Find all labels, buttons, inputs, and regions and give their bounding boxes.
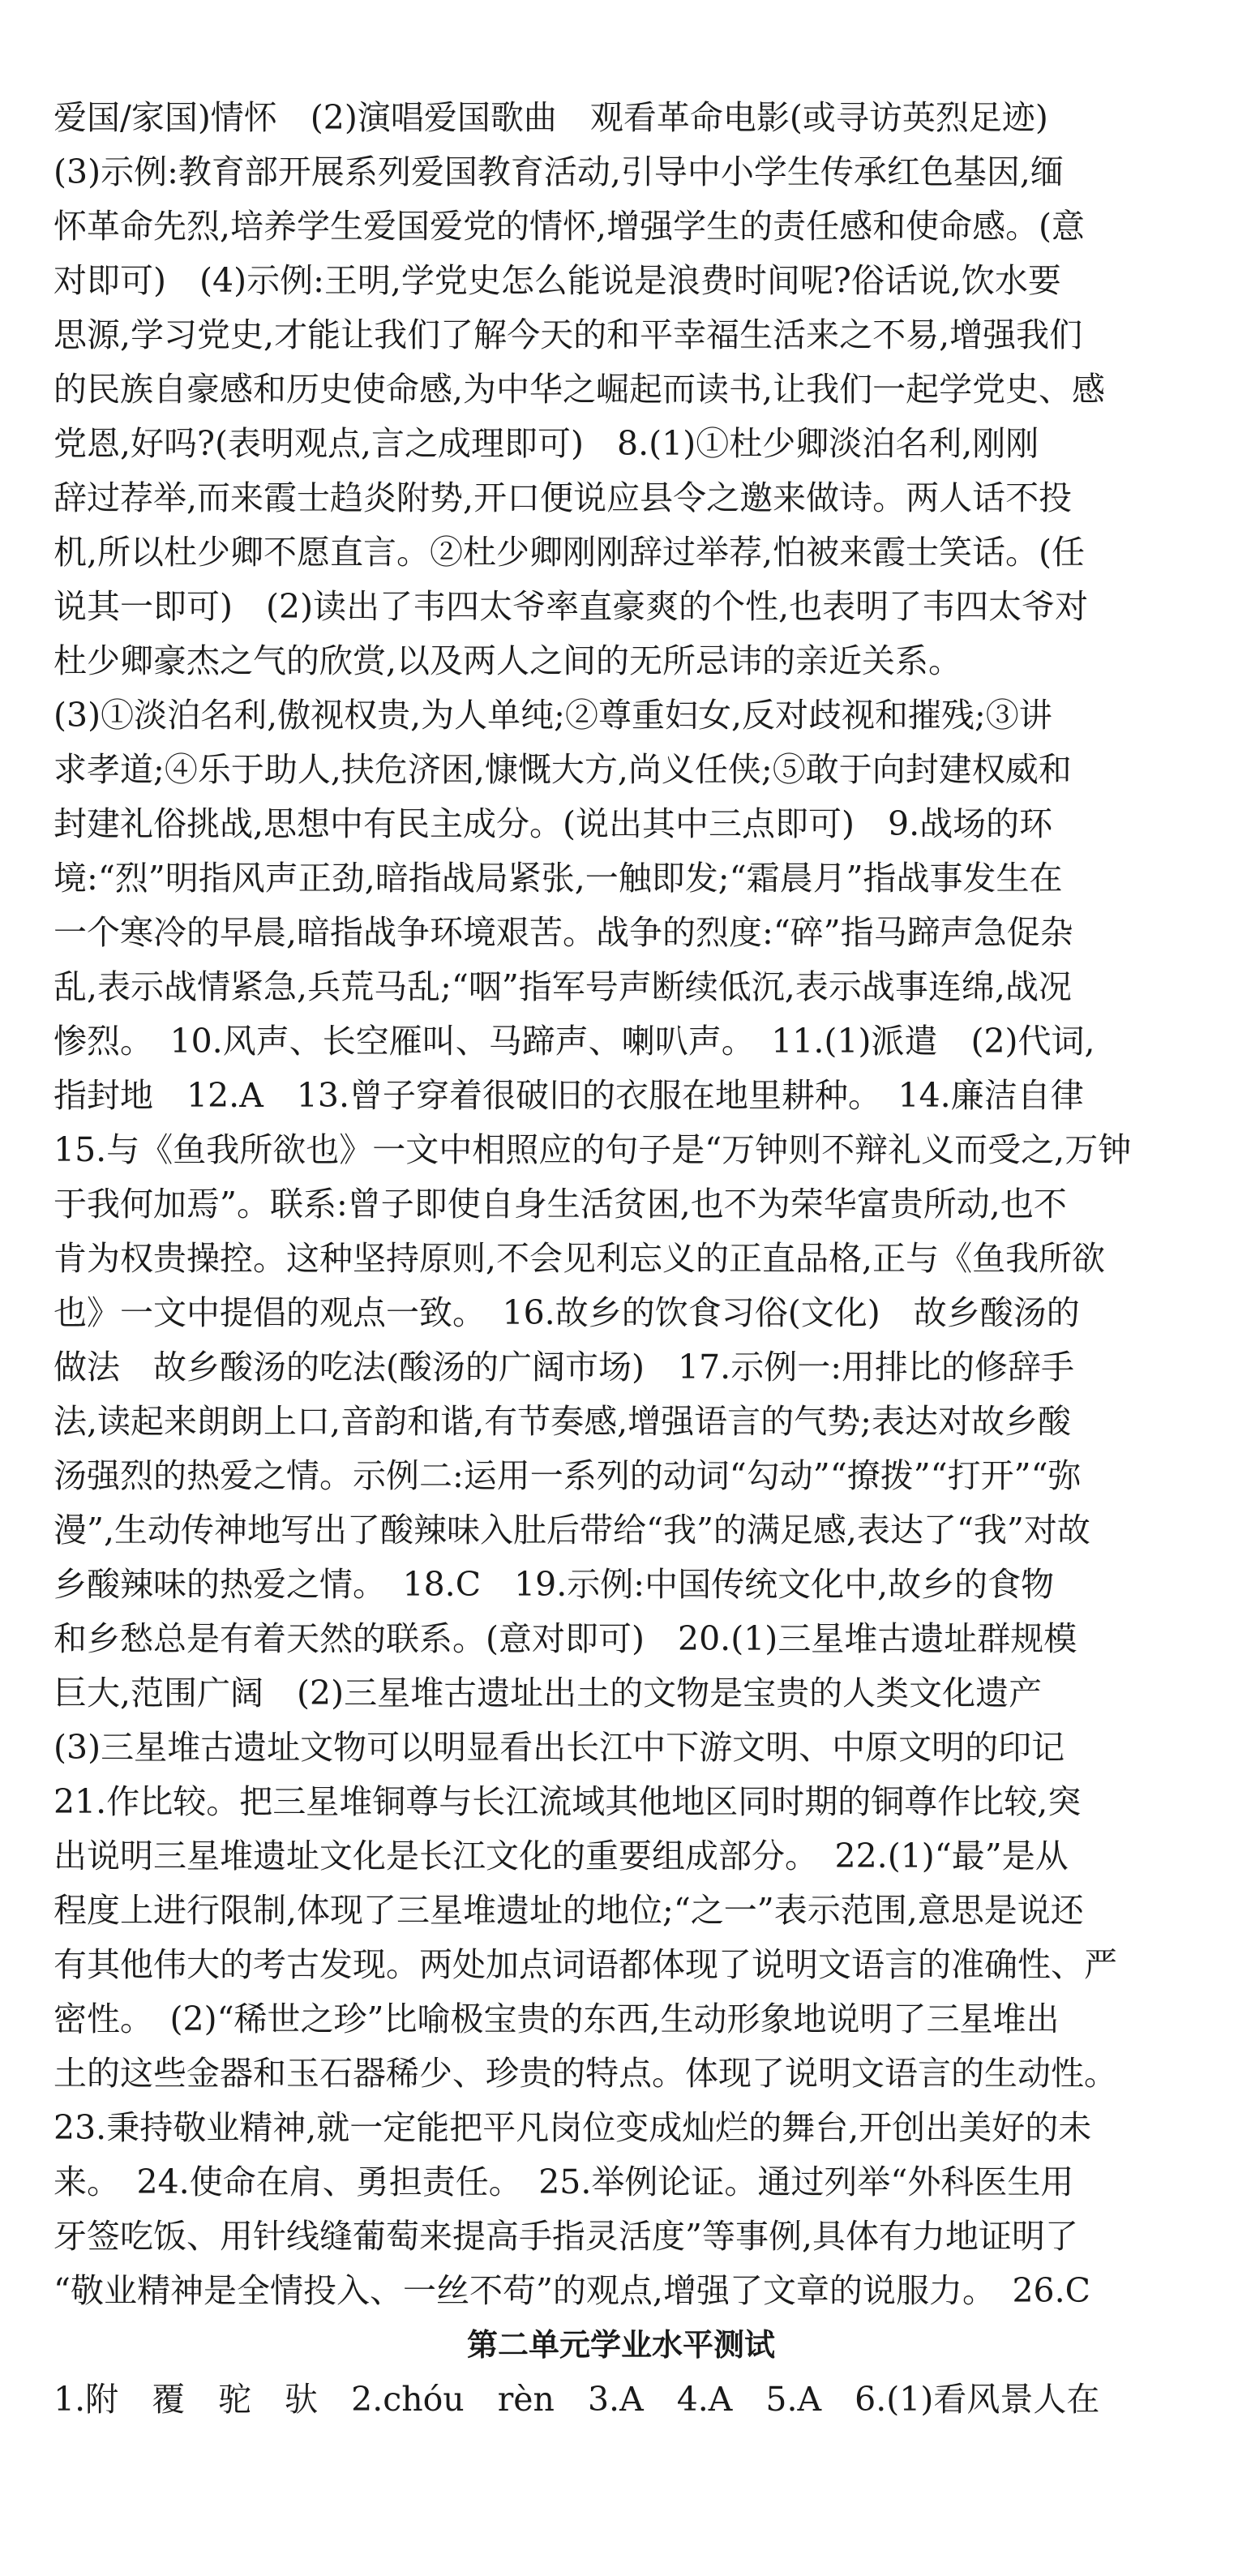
text-line: 法,读起来朗朗上口,音韵和谐,有节奏感,增强语言的气势;表达对故乡酸	[54, 1402, 1071, 1441]
text-line: (3)三星堆古遗址文物可以明显看出长江中下游文明、中原文明的印记	[54, 1728, 1065, 1767]
text-line: 封建礼俗挑战,思想中有民主成分。(说出其中三点即可) 9.战场的环	[54, 804, 1053, 843]
text-line: 23.秉持敬业精神,就一定能把平凡岗位变成灿烂的舞台,开创出美好的未	[54, 2108, 1092, 2147]
text-line: 程度上进行限制,体现了三星堆遗址的地位;“之一”表示范围,意思是说还	[54, 1891, 1084, 1930]
text-line: 对即可) (4)示例:王明,学党史怎么能说是浪费时间呢?俗话说,饮水要	[54, 261, 1061, 300]
text-line: 怀革命先烈,培养学生爱国爱党的情怀,增强学生的责任感和使命感。(意	[54, 207, 1086, 246]
text-line: (3)①淡泊名利,傲视权贵,为人单纯;②尊重妇女,反对歧视和摧残;③讲	[54, 696, 1052, 735]
text-line: 做法 故乡酸汤的吃法(酸汤的广阔市场) 17.示例一:用排比的修辞手	[54, 1348, 1075, 1387]
text-line: 汤强烈的热爱之情。示例二:运用一系列的动词“勾动”“撩拨”“打开”“弥	[54, 1456, 1082, 1495]
text-line: 也》一文中提倡的观点一致。 16.故乡的饮食习俗(文化) 故乡酸汤的	[54, 1293, 1080, 1332]
text-line: 一个寒冷的早晨,暗指战争环境艰苦。战争的烈度:“碎”指马蹄声急促杂	[54, 913, 1073, 952]
text-line: 漫”,生动传神地写出了酸辣味入肚后带给“我”的满足感,表达了“我”对故	[54, 1511, 1090, 1549]
text-line: 21.作比较。把三星堆铜尊与长江流域其他地区同时期的铜尊作比较,突	[54, 1782, 1082, 1821]
text-line: 杜少卿豪杰之气的欣赏,以及两人之间的无所忌讳的亲近关系。	[54, 641, 962, 680]
text-line: 15.与《鱼我所欲也》一文中相照应的句子是“万钟则不辩礼义而受之,万钟	[54, 1130, 1132, 1169]
text-line: 机,所以杜少卿不愿直言。②杜少卿刚刚辞过举荐,怕被来霞士笑话。(任	[54, 533, 1086, 572]
text-line: 来。 24.使命在肩、勇担责任。 25.举例论证。通过列举“外科医生用	[54, 2162, 1074, 2201]
text-line: 求孝道;④乐于助人,扶危济困,慷慨大方,尚义任侠;⑤敢于向封建权威和	[54, 750, 1072, 789]
text-line: 指封地 12.A 13.曾子穿着很破旧的衣服在地里耕种。 14.廉洁自律	[54, 1076, 1084, 1115]
text-line: 思源,学习党史,才能让我们了解今天的和平幸福生活来之不易,增强我们	[54, 315, 1083, 354]
answer-page	[54, 91, 1189, 2427]
text-line: (3)示例:教育部开展系列爱国教育活动,引导中小学生传承红色基因,缅	[54, 152, 1064, 191]
text-line: 乱,表示战情紧急,兵荒马乱;“咽”指军号声断续低沉,表示战事连绵,战况	[54, 967, 1072, 1006]
text-line: 党恩,好吗?(表明观点,言之成理即可) 8.(1)①杜少卿淡泊名利,刚刚	[54, 424, 1039, 463]
section-title: 第二单元学业水平测试	[466, 2327, 775, 2363]
text-line: 出说明三星堆遗址文化是长江文化的重要组成部分。 22.(1)“最”是从	[54, 1837, 1069, 1875]
text-line: 肯为权贵操控。这种坚持原则,不会见利忘义的正直品格,正与《鱼我所欲	[54, 1239, 1106, 1278]
text-line: 惨烈。 10.风声、长空雁叫、马蹄声、喇叭声。 11.(1)派遣 (2)代词,	[54, 1022, 1095, 1061]
text-line: 乡酸辣味的热爱之情。 18.C 19.示例:中国传统文化中,故乡的食物	[54, 1565, 1055, 1604]
text-line: 巨大,范围广阔 (2)三星堆古遗址出土的文物是宝贵的人类文化遗产	[54, 1674, 1043, 1712]
text-line: 土的这些金器和玉石器稀少、珍贵的特点。体现了说明文语言的生动性。	[54, 2054, 1117, 2093]
text-line: 和乡愁总是有着天然的联系。(意对即可) 20.(1)三星堆古遗址群规模	[54, 1619, 1077, 1658]
text-line: 1.附 覆 驼 驮 2.chóu rèn 3.A 4.A 5.A 6.(1)看风景人在	[54, 2380, 1100, 2419]
text-line: 辞过荐举,而来霞士趋炎附势,开口便说应县令之邀来做诗。两人话不投	[54, 478, 1073, 517]
text-line: “敬业精神是全情投入、一丝不苟”的观点,增强了文章的说服力。 26.C	[54, 2271, 1091, 2310]
text-line: 境:“烈”明指风声正劲,暗指战局紧张,一触即发;“霜晨月”指战事发生在	[54, 859, 1063, 898]
text-line: 爱国/家国)情怀 (2)演唱爱国歌曲 观看革命电影(或寻访英烈足迹)	[54, 98, 1048, 137]
text-line: 于我何加焉”。联系:曾子即使自身生活贫困,也不为荣华富贵所动,也不	[54, 1185, 1067, 1224]
text-line: 有其他伟大的考古发现。两处加点词语都体现了说明文语言的准确性、严	[54, 1945, 1117, 1984]
text-line: 的民族自豪感和历史使命感,为中华之崛起而读书,让我们一起学党史、感	[54, 370, 1106, 409]
text-line: 牙签吃饭、用针线缝葡萄来提高手指灵活度”等事例,具体有力地证明了	[54, 2217, 1078, 2256]
text-line: 密性。 (2)“稀世之珍”比喻极宝贵的东西,生动形象地说明了三星堆出	[54, 2000, 1060, 2038]
text-line: 说其一即可) (2)读出了韦四太爷率直豪爽的个性,也表明了韦四太爷对	[54, 587, 1089, 626]
